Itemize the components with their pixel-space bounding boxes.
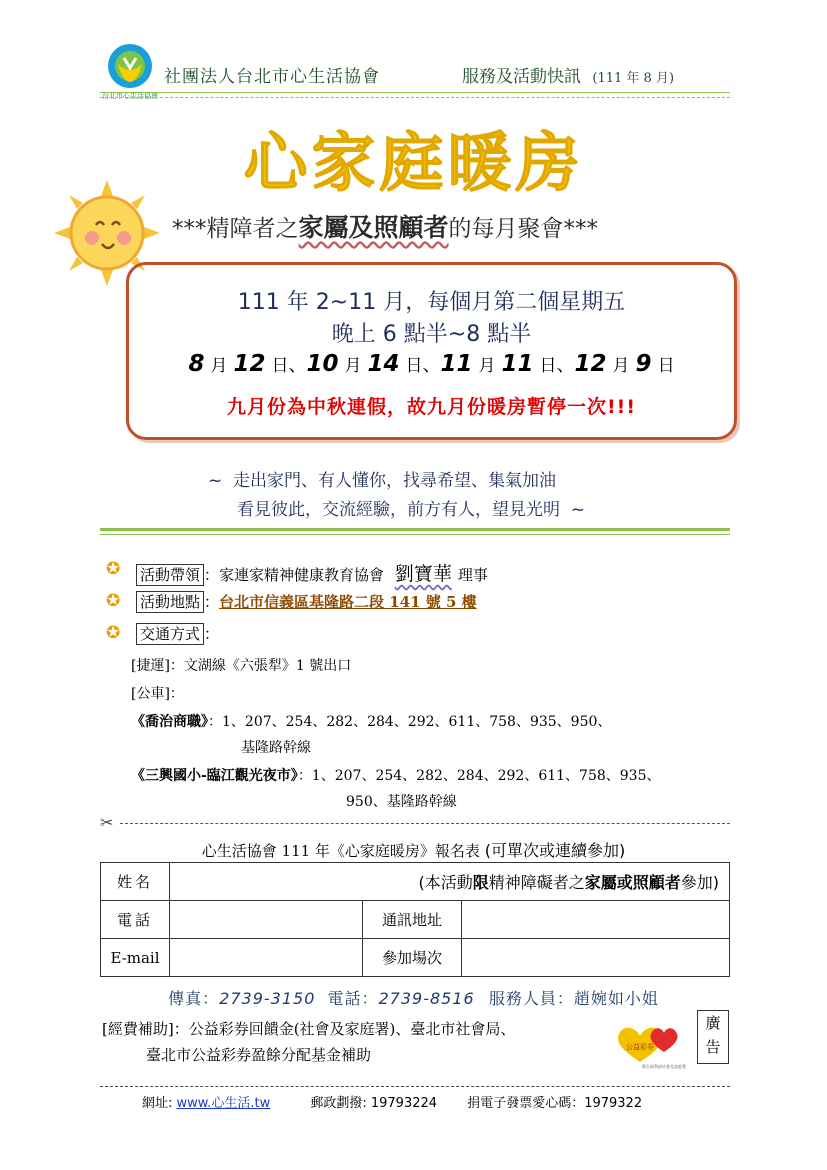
day-unit: 日 bbox=[271, 356, 289, 376]
postal-account: 郵政劃撥: 19793224 bbox=[310, 1096, 438, 1111]
schedule-line1: 111 年 2~11 月，每個月第二個星期五 bbox=[237, 290, 626, 315]
star-icon: ✪ bbox=[106, 591, 121, 611]
address-input[interactable] bbox=[462, 901, 730, 939]
web-link[interactable]: www.心生活.tw bbox=[176, 1096, 271, 1111]
date-day: 9 bbox=[635, 351, 652, 377]
place-label: 活動地點 bbox=[136, 591, 204, 613]
leader-row bbox=[136, 559, 488, 586]
session-label: 參加場次 bbox=[363, 939, 462, 977]
registration-form bbox=[100, 862, 730, 977]
slogan-line1: ~ 走出家門、有人懂你，找尋希望、集氣加油 bbox=[208, 471, 557, 491]
schedule-box bbox=[126, 262, 737, 440]
stop1-line bbox=[131, 711, 611, 731]
form-title bbox=[0, 838, 827, 861]
place-colon: ： bbox=[204, 593, 220, 611]
day-unit: 日 bbox=[405, 356, 423, 376]
date-separator: 、 bbox=[288, 355, 307, 376]
leader-title: 理事 bbox=[457, 566, 488, 584]
subtitle-bold: 家屬及照顧者 bbox=[298, 213, 449, 242]
section-rule bbox=[100, 528, 730, 531]
name-label: 姓名 bbox=[101, 863, 170, 901]
schedule-date bbox=[575, 352, 675, 377]
name-note-pre: (本活動 bbox=[418, 873, 473, 892]
tel-number: 2739-8516 bbox=[378, 989, 475, 1008]
date-day: 11 bbox=[501, 351, 534, 377]
logo-text: 台北市心生活協會 bbox=[102, 92, 158, 100]
slogan-line2: 看見彼此，交流經驗，前方有人，望見光明 ~ bbox=[237, 500, 586, 520]
contact-line bbox=[0, 986, 827, 1009]
scissors-icon: ✂ bbox=[100, 813, 114, 832]
phone-label: 電話 bbox=[101, 901, 170, 939]
invoice-code: 捐電子發票愛心碼：1979322 bbox=[467, 1096, 643, 1111]
name-note-b2: 家屬或照顧者 bbox=[584, 873, 681, 892]
day-unit: 日 bbox=[539, 356, 557, 376]
schedule-date bbox=[306, 352, 440, 377]
date-month: 10 bbox=[306, 351, 339, 377]
org-name: 社團法人台北市心生活協會 bbox=[164, 67, 380, 87]
subtitle-post: 的每月聚會*** bbox=[448, 216, 599, 242]
day-unit: 日 bbox=[657, 356, 675, 376]
email-label: E-mail bbox=[101, 939, 170, 977]
main-title: 心家庭暖房 bbox=[243, 127, 584, 201]
leader-label: 活動帶領 bbox=[136, 564, 204, 586]
schedule-date bbox=[188, 352, 306, 377]
funding-line1: [經費補助]：公益彩券回饋金(社會及家庭署)、臺北市社會局、 bbox=[102, 1020, 516, 1038]
header-rule bbox=[100, 92, 730, 93]
subtitle bbox=[172, 208, 598, 244]
stop2-name: 《三興國小-臨江觀光夜市》 bbox=[131, 768, 298, 784]
cut-line bbox=[120, 823, 730, 824]
tel-label: 電話： bbox=[327, 989, 379, 1008]
form-title-note: (可單次或連續參加) bbox=[484, 841, 626, 860]
ad-label-1: 廣 bbox=[705, 1014, 721, 1032]
newsletter-issue: (111 年 8 月) bbox=[592, 71, 675, 86]
phone-input[interactable] bbox=[170, 901, 363, 939]
name-note-b1: 限 bbox=[472, 873, 489, 892]
session-input[interactable] bbox=[462, 939, 730, 977]
bus-line: [公車]： bbox=[131, 686, 184, 702]
lottery-logo bbox=[612, 1014, 692, 1072]
mrt-line: [捷運]：文湖線《六張犁》1 號出口 bbox=[131, 658, 352, 674]
month-unit: 月 bbox=[344, 356, 362, 376]
form-title-main: 心生活協會 111 年《心家庭暖房》報名表 bbox=[201, 842, 480, 860]
schedule-notice: 九月份為中秋連假，故九月份暖房暫停一次!!! bbox=[227, 396, 636, 418]
stop2-routes: ：1、207、254、282、284、292、611、758、935、 bbox=[297, 768, 661, 784]
stop1-line2: 基隆路幹線 bbox=[241, 740, 311, 756]
stop1-routes: ：1、207、254、282、284、292、611、758、935、950、 bbox=[208, 714, 612, 730]
address-label: 通訊地址 bbox=[363, 901, 462, 939]
funding-line2: 臺北市公益彩券盈餘分配基金補助 bbox=[146, 1046, 372, 1064]
leader-org: ：家連家精神健康教育協會 bbox=[204, 566, 385, 584]
star-icon: ✪ bbox=[106, 559, 121, 579]
staff: 服務人員：趙婉如小姐 bbox=[488, 989, 659, 1008]
fax-number: 2739-3150 bbox=[219, 989, 316, 1008]
date-day: 14 bbox=[367, 351, 400, 377]
email-input[interactable] bbox=[170, 939, 363, 977]
name-input[interactable] bbox=[170, 863, 730, 901]
name-note-post: 參加) bbox=[680, 873, 719, 892]
transport-label: 交通方式 bbox=[136, 623, 204, 645]
transport-row bbox=[136, 623, 219, 645]
date-list bbox=[188, 352, 674, 377]
schedule-date bbox=[441, 352, 575, 377]
fax-label: 傳真： bbox=[168, 989, 220, 1008]
transport-colon: ： bbox=[204, 625, 220, 643]
web-label: 網址: bbox=[142, 1096, 177, 1111]
name-note-mid: 精神障礙者之 bbox=[488, 873, 585, 892]
stop2-line bbox=[131, 765, 661, 785]
ad-badge bbox=[697, 1010, 729, 1064]
month-unit: 月 bbox=[612, 356, 630, 376]
ad-label-2: 告 bbox=[705, 1038, 721, 1056]
date-month: 8 bbox=[188, 351, 205, 377]
date-separator: 、 bbox=[556, 355, 575, 376]
date-month: 11 bbox=[440, 351, 473, 377]
place-address[interactable]: 台北市信義區基隆路二段 141 號 5 樓 bbox=[219, 593, 477, 611]
date-separator: 、 bbox=[422, 355, 441, 376]
date-month: 12 bbox=[574, 351, 607, 377]
footer bbox=[142, 1092, 642, 1111]
footer-rule bbox=[100, 1086, 730, 1087]
newsletter-title bbox=[462, 62, 674, 87]
month-unit: 月 bbox=[478, 356, 496, 376]
leader-name: 劉寶華 bbox=[394, 563, 452, 585]
place-row bbox=[136, 591, 477, 613]
star-icon: ✪ bbox=[106, 623, 121, 643]
date-day: 12 bbox=[233, 351, 266, 377]
schedule-dates bbox=[129, 351, 734, 377]
lottery-logo-small: 衛生福利部社會及家庭署 bbox=[642, 1064, 686, 1069]
section-rule-thin bbox=[100, 534, 730, 535]
subtitle-pre: ***精障者之 bbox=[172, 216, 299, 242]
lottery-logo-text: 公益彩券 bbox=[626, 1043, 654, 1051]
schedule-line2: 晚上 6 點半~8 點半 bbox=[331, 322, 532, 347]
logo bbox=[104, 42, 156, 94]
newsletter-label: 服務及活動快訊 bbox=[462, 67, 581, 87]
stop1-name: 《喬治商職》 bbox=[131, 714, 208, 730]
header-rule-dashed bbox=[100, 97, 730, 98]
stop2-line2: 950、基隆路幹線 bbox=[346, 794, 457, 810]
month-unit: 月 bbox=[210, 356, 228, 376]
